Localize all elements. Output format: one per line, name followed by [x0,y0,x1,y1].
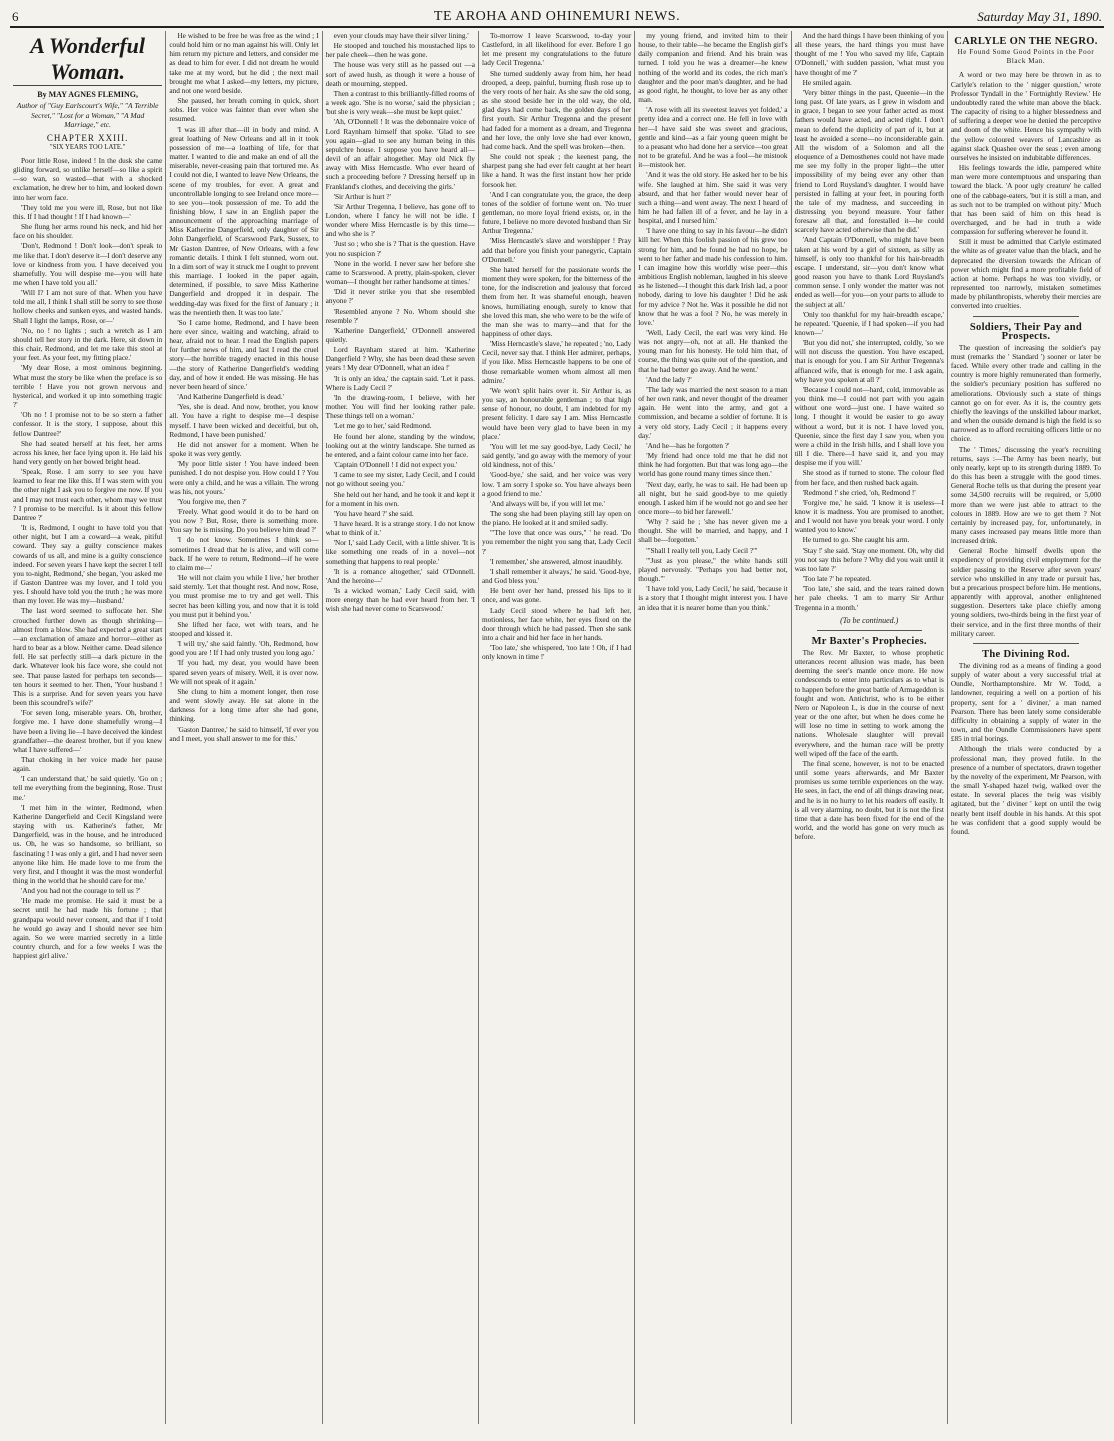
paragraph: 'I can understand that,' he said quietly. 'Go on ; tell me everything from the beginning, Rose. Trust me.' [13,774,163,802]
paragraph: 'Let me go to her,' said Redmond. [333,421,432,431]
paragraph: Still it must be admitted that Carlyle estimated the white as of greater value than the black, and he deprecated the diversion towards the African of power which might find a more profitable field of action at home. Perhaps he was too vividly, or represented too narrowly, mistaken sometimes made by philanthropists, whereby their mercies are converted into cruelties. [950,237,1102,311]
column-5 [635,31,791,1424]
paragraph: 'But you did not,' she interrupted, coldly, 'so we will not discuss the question. You have escaped, that is enough for you. I am Sir Arthur Tregenna's affianced wife, that is enough for me. I ask again, why have you spoken at all ?' [794,338,944,384]
paragraph: 'Ah, O'Donnell ! It was the debonnaire voice of Lord Raynham himself that spoke. 'Glad to see you again—glad to see any human being in this sepulchre house. I suppose you have heard all—devil of an affair altogether. May old Nick fly away with Miss Herncastle. Who ever heard of such a proceeding before ? Dressing herself up in Frankland's clothes, and deceiving the girls.' [325,117,475,191]
paragraph: 'Why ? said he ; 'she has never given me a thought. She will be married, and happy, and I shall be—forgotten.' [638,517,788,545]
paragraph: 'Nor I,' said Lady Cecil, with a little shiver. 'It is like something one reads of in a novel—not something that happens to real people.' [325,538,475,566]
paragraph: 'Yes, she is dead. And now, brother, you know all. You have a right to despise me—I despise myself. I have been wicked and deceitful, but oh, Redmond, I have been punished.' [169,402,319,439]
paragraph: 'Just so ; who she is ? That is the question. Have you no suspicion ?' [325,239,475,258]
prophecies-title: Mr Baxter's Prophecies. [811,635,927,647]
paragraph: 'Next day, early, he was to sail. He had been up all night, but he said good-bye to me quietly enough. I asked him if he would not go and see her once more—to bid her farewell.' [638,479,788,516]
paragraph: 'You have heard ?' she said. [333,508,414,518]
paragraph: 'Will I? I am not sure of that. When you have told me all, I think I shall still be sorry to see those hollow cheeks and sunken eyes, and wasted hands. Shall I light the lamps, Rose, or—' [13,288,163,325]
paragraph: The final scene, however, is not to be enacted until some years afterwards, and Mr Baxter promises us some terrible experiences on the way. He sees, in fact, the end of all things drawing near, and he is in no hurry to let his readers off easily. It is all very alarming, no doubt, but it is not the first time that a date has been fixed for the end of the world, and the world has gone on very much as before. [794,758,944,842]
story-body-continued [326,31,475,614]
paragraph: 'And Katherine Dangerfield is dead.' [177,392,284,402]
paragraph: 'Resembled anyone ? No. Whom should she resemble ?' [325,306,475,325]
paragraph: 'Oh no ! I promise not to be so stern a father confessor. It is the story, I suppose, about this fellow Dantree?' [13,410,163,438]
paragraph: Although the trials were conducted by a professional man, they proved futile. In the presence of a number of spectators, drawn together by the novelty of the experiment, Mr Pearson, with the small Y-shaped hazel twig, walked over the estate. In several places the twig was visibly agitated, but the ' diviner ' kept on until the twig nearly bent itself double in his hands. At this spot he was confident that a good supply would be found. [950,744,1102,836]
paragraph: 'We won't split hairs over it. Sir Arthur is, as you say, an honourable gentleman ; to that high sense of honour, no doubt, I am indebted for my present felicity. I dare say I am. Miss Herncastle would have been very glad to have been in my place.' [481,385,632,441]
paragraph: 'For seven long, miserable years. Oh, brother, forgive me. I have done shamefully wrong—I have been a living lie—I have deceived the kindest grandfather—the dearest brother, but if you knew what I have suffered—' [13,708,163,754]
paragraph: Poor little Rose, indeed ! In the dusk she came gliding forward, so unlike herself—so like a spirit—so wan, so wasted—that with a shocked exclamation, he drew her to him, and looked down into her worn face. [13,155,163,202]
column-2 [166,31,322,1424]
paragraph: 'I remember,' she answered, almost inaudibly. [489,556,623,566]
paragraph: 'And I can congratulate you, the grace, the deep tones of the soldier of fortune went on. 'No truer gentleman, no more loyal friend exists, or, in the future, I believe no more devoted husband than Sir Arthur Tregenna.' [481,189,632,236]
paragraph: 'I do not know. Sometimes I think so—sometimes I dread that he is alive, and will come back. If he were to return, Redmond—if he were to claim me—' [169,535,319,572]
story-body-continued [638,31,787,612]
paragraph: The song she had been playing still lay open on the piano. He looked at it and smiled sadly. [481,508,632,528]
paragraph: 'Gaston Dantree,' he said to himself, 'if ever you and I meet, you shall answer to me for this.' [169,724,319,743]
paragraph: Lord Raynham stared at him. 'Katherine Dangerfield ? Why, she has been dead these seven years ! My dear O'Donnell, what an idea !' [325,345,475,373]
paragraph: 'Too late,' she said, and the tears rained down her pale cheeks. 'I am to marry Sir Arthur Tregenna in a month.' [794,584,944,612]
paragraph: She stood as if turned to stone. The colour fled from her face, and then rushed back again. [794,468,944,487]
paragraph: She clung to him a moment longer, then rose and went slowly away. He sat alone in the darkness for a long time after she had gone, thinking. [169,686,319,724]
paragraph: He did not answer for a moment. When he spoke it was very gently. [169,439,319,459]
paragraph: 'And Captain O'Donnell, who might have been taken at his word by a girl of sixteen, as silly as himself, is only too thankful for his hair-breadth escape. I understand, sir—you don't know what good reason you have to thank Lord Ruysland's common sense. I only wonder the matter was not ended as well—for you—on your parts to allude to the subject at all.' [794,235,944,309]
paragraph: 'I have told you, Lady Cecil,' he said, 'because it is a story that I thought might interest you. I have an idea that it is nearer home than you think.' [638,584,788,612]
chapter-heading: CHAPTER XXIII. [46,132,129,143]
newspaper-page [10,8,1104,1425]
paragraph: 'The lady was married the next season to a man of her own rank, and never thought of the dreamer again. He went into the army, and got a commission, and became a soldier of fortune. It is a very old story, Lady Cecil ; it happens every day.' [638,384,788,440]
paragraph: The question of increasing the soldier's pay must (remarks the ' Standard ') sooner or later be faced. While every other trade and calling in the country is more highly remunerated than formerly, the soldier's pecuniary position has suffered no ameliorations. Obviously such a state of things cannot go on for ever. As it is, the country gets chiefly the leavings of the unskilled labour market, and when the outside demand is high the field is so narrowed as to afford recruiting officers little or no choice. [950,342,1102,444]
chapter-subtitle: "SIX YEARS TOO LATE." [49,143,126,151]
paragraph: 'Forgive me,' he said. 'I know it is useless—I know it is madness. You are promised to another, and I would not have you break your word. I only wanted you to know.' [794,497,944,535]
paragraph: 'I met him in the winter, Redmond, when Katherine Dangerfield and Cecil Kingsland were staying with us. Katherine's father, Mr Dangerfield, was in the house, and he introduced us. Oh, he was so handsome, so brilliant, so fascinating ! I was only a girl, and I had never seen anyone like him. He made love to me from the very first, and I thought it was the most wonderful thing in the world that he should care for me.' [13,802,163,885]
soldiers-body [951,343,1101,638]
story-byline: By MAY AGNES FLEMING, [37,90,139,99]
paragraph: 'They told me you were ill, Rose, but not like this. If I had thought ! If I had known—' [13,202,163,221]
paragraph: He stooped and touched his moustached lips to her pale cheek—then he was gone. [325,41,475,60]
paragraph: 'Too late,' she whispered, 'too late ! Oh, if I had only known in time !' [481,643,632,662]
carlyle-body [951,70,1101,310]
divining-title: The Divining Rod. [982,648,1070,660]
paragraph: 'Sir Arthur Tregenna, I believe, has gone off to London, where I fancy he will not be idle. I wonder where Miss Herncastle is by this time—and who she is ?' [325,201,475,239]
paragraph: That choking in her voice made her pause again. [13,754,163,774]
story-body-continued [169,31,318,743]
paragraph: Lady Cecil stood where he had left her, motionless, her face white, her eyes fixed on the door through which he had passed. Then she sank into a chair and hid her face in her hands. [481,605,632,642]
paragraph: 'My poor little sister ! You have indeed been punished. I do not despise you. How could I ? You were only a child, and he was a villain. The wrong was his, not yours.' [169,459,319,496]
paragraph: 'A rose with all its sweetest leaves yet folded,' a pretty idea and a correct one. He fell in love with her—I have said she was sweet and gracious, gentle and kind—as a fair young queen might be to a peasant who had done her a service—too great not to be grateful. And he was a fool—he mistook it—mistook her. [638,105,788,170]
story-body [13,156,162,960]
paragraph: 'Sir Arthur is hurt ?' [333,191,391,201]
masthead [10,8,1104,28]
paragraph: Then a contrast to this brilliantly-filled rooms of a week ago. 'She is no worse,' said the physician ; 'but she is very weak—she must be kept quiet.' [325,88,475,117]
paragraph: He turned to go. She caught his arm. [802,535,910,545]
newspaper-title: TE AROHA AND OHINEMURI NEWS. [433,9,681,24]
paragraph: A word or two may here be thrown in as to Carlyle's relation to the ' nigger question,' wrote Professor Tyndall in the ' Fortnightly Review.' He undoubtedly rated the white man above the black. The capacity of rising to a higher blessedness and of suffering a deeper woe he denied the perceptive and doom of the white. Hence his sympathy with the yellow coloured weavers of Lancashire as against slack Quashee over the seas ; even among ourselves he insisted on indubitable differences. [950,70,1102,162]
paragraph: even your clouds may have their silver lining.' [333,31,469,40]
paragraph: 'I have heard. It is a strange story. I do not know what to think of it.' [325,518,475,538]
paragraph: He smiled again. [802,77,852,87]
paragraph: 'Stay !' she said. 'Stay one moment. Oh, why did you not say this before ? Why did you wait until it was too late ?' [794,545,944,573]
story-body-continued [482,31,631,661]
paragraph: 'No, no ! no lights ; such a wretch as I am should tell her story in the dark. Here, sit down in this chair, Redmond, and let me take this stool at your feet. As your feet, my fitting place.' [13,325,163,363]
divining-body [951,661,1101,836]
paragraph: She paused, her breath coming in quick, short sobs. Her voice was fainter than ever when she resumed. [169,96,319,124]
paragraph: 'And always will be, if you will let me.' [489,498,605,508]
paragraph: 'It is only an idea,' the captain said. 'Let it pass. Where is Lady Cecil ?' [325,373,475,392]
column-6 [792,31,948,1424]
column-1 [10,31,166,1424]
paragraph: 'Because I could not—hard, cold, immovable as you think me—I could not part with you again without one word—just one. I have waited so long. I thought it would be easier to go away without a word, but it is not. I have loved you, Queenie, since the first day I saw you, when you were a child in the Irish hills, and I shall love you till I die. There—I have said it, and you may despise me if you will.' [794,384,944,468]
column-4 [479,31,635,1424]
paragraph: 'Did it never strike you that she resembled anyone ?' [325,287,475,306]
paragraph: 'Only too thankful for my hair-breadth escape,' he repeated. 'Queenie, if I had spoken—if you had known—' [794,309,944,337]
paragraph: The last word seemed to suffocate her. She crouched further down as though shrinking—almost from a blow. She had expected a great start—an exclamation of amaze and horror—either as hard to bear as a blow. Neither came. Dead silence fell. He sat perfectly still—a dark picture in the dark. Whatever look his face wore, she could not see. That pause lasted for perhaps ten seconds—ten hours it seemed to her. Then, 'Your husband ! This is a surprise. And for seven years you have been this scoundrel's wife?' [13,606,163,708]
paragraph: 'And the lady ?' [646,374,692,384]
paragraph: 'Very bitter things in the past, Queenie—in the long past. Of late years, as I grew in wisdom and in grace, I began to see your father acted as most fathers would have acted, and acted right. I don't mean to defend the duplicity of part of it, but at least he avoided a scene—no inconsiderable gain. All the wisdom of a Solomon and all the eloquence of a Demosthenes could not have made me see my folly in the proper light—the utter impossibility of my being ever any other than friend to Lord Ruysland's daughter. I would have persisted in falling at your feet, in pouring forth the tale of my madness, and succeeding in distressing you beyond measure. Your father foresaw all that, and forestalled it—he could scarcely have acted otherwise than he did.' [794,87,944,235]
paragraph: 'So I came home, Redmond, and I have been here ever since, waiting and watching, afraid to hear, afraid not to hear. I read the English papers for further news of him, and last I read the cruel story—the horrible tragedy enacted in this house—the story of Katherine Dangerfield's wedding day, and of how it ended. He was missing. He has never been heard of since.' [169,317,319,391]
paragraph: '"The love that once was ours," ' he read. 'Do you remember the night you sang that, Lady Cecil ?' [481,528,632,556]
paragraph: He found her alone, standing by the window, looking out at the wintry landscape. She turned as he entered, and a faint colour came into her face. [325,431,475,459]
paragraph: 'I came to see my sister, Lady Cecil, and I could not go without seeing you.' [325,470,475,489]
divider [817,630,922,631]
paragraph: She held out her hand, and he took it and kept it for a moment in his own. [325,489,475,508]
divider [973,316,1079,317]
carlyle-title: CARLYLE ON THE NEGRO. [954,36,1098,47]
columns [10,31,1104,1424]
paragraph: 'Is a wicked woman,' Lady Cecil said, with more energy than he had ever heard from her. 'I wish she had never come to Scarswood.' [325,586,475,614]
paragraph: She had seated herself at his feet, her arms across his knee, her face lying upon it. He laid his hand very gently on her bowed bright head. [13,438,163,466]
paragraph: The divining rod as a means of finding a good supply of water about a very successful trial at Oundle, Northamptonshire. Mr W. Todd, a landowner, requiring a well on a portion of his property, sent for a ' diviner,' a man named Pearson. There has been lately some considerable difficulty in obtaining a supply of water in the town, and the Oundle Commissioners have spent £85 in trial borings. [950,661,1102,744]
paragraph: 'He will not claim you while I live,' her brother said sternly. 'Let that thought rest. And now, Rose, you must promise me to try and get well. This secret has been killing you, and now that it is told you must put it behind you.' [169,573,319,619]
paragraph: 'Well, Lady Cecil, the earl was very kind. He was not angry—oh, not at all. He thanked the young man for his honesty. He told him that, of course, the thing was quite out of the question, and that he had better go away. And he went.' [638,328,788,374]
paragraph: 'You forgive me, then ?' [177,496,247,506]
paragraph: 'In the drawing-room, I believe, with her mother. You will find her looking rather pale. These things tell on a woman.' [325,392,475,421]
paragraph: His feelings towards the idle, pampered white man were more contemptuous and unsparing than toward the black. 'A poor ugly creature' he called one of the cabbage-eaters, 'but it is still a man, and as such not to be trampled on without pity.' Much that has been said of him on this head is overcharged, and he had in truth a wide compassion for suffering wherever he found it. [950,163,1102,237]
story-body-continued [795,31,944,612]
paragraph: 'If you had, my dear, you would have been spared seven years of misery. Well, it is over now. We will not speak of it again.' [169,658,319,686]
divider [973,643,1079,644]
paragraph: She hated herself for the passionate words the moment they were spoken, for the bitterness of the tone, for the indiscretion and jealousy that forced them from her. It was shameful enough, heaven knows, humiliating enough, surely to know that she loved this man, she who were to be the wife of the man she was to marry—and that for the happiness of other days. [481,264,632,338]
paragraph: 'I was ill after that—ill in body and mind. A great loathing of New Orleans and all in it took possession of me—a loathing of life, for that matter. I wanted to die and make an end of all the miserable, never-ceasing pain that tortured me. As I could not die, I wanted to leave New Orleans, the scene of my troubles, for ever. A great and uncontrollable longing to see Ireland once more—to see you—took possession of me. To add the finishing blow, I saw in an English paper the announcement of the approaching marriage of Miss Katherine Dangerfield, only daughter of Sir John Dangerfield, of Scarswood Park, Sussex, to Mr Gaston Dantree, of New Orleans, with a few romantic details. I think I felt stunned, worn out. In a dim sort of way it struck me I ought to prevent this marriage. I looked in the paper again, determined, if possible, to save Miss Katherine Dangerfield and dropped it in despair. The wedding-day was fixed for the first of January ; it was the twentieth then. It was too late.' [169,124,319,317]
paragraph: 'I have one thing to say in his favour—he didn't kill her. When this foolish passion of his grew too strong for him, and he found he had no hope, he went to her father and made his confession to him. I can imagine how this worldly wise peer—this ambitious English nobleman, laughed in his sleeve as he listened—I thought this dark Irish lad, a poor nobody, daring to love his daughter ! Did he ask for my advice ? Not he. Was it possible he did not know that he was a fool ? No, he was merely in love.' [638,226,788,327]
paragraph: She turned suddenly away from him, her head drooped, a deep, painful, burning flush rose up to the very roots of her hair. As she saw the old song, as she stood beside her in the old way, the old, glad days had come back, the golden days of her first youth. Sir Arthur Tregenna and the present had faded for a moment as a dream, and Tregenna and her love, the only love she had ever known, had come back. And the spell was broken—then. [481,68,632,151]
paragraph: 'Captain O'Donnell ! I did not expect you.' [333,460,458,470]
paragraph: 'It is, Redmond, I ought to have told you that other night, but I am a coward—a weak, pitiful coward. They say a guilty conscience makes cowards of us all, and mine is a guilty conscience indeed. For seven years I have kept the secret I tell you to-night, Redmond,' she began, 'you asked me if Gaston Dantree was my lover, and I told you yes. I should have told you the truth ; he was more than my lover. He was my—husband.' [13,523,163,606]
carlyle-subtitle: He Found Some Good Points in the Poor Black Man. [957,48,1095,66]
paragraph: 'He made me promise. He said it must be a secret until he had made his fortune ; that grandpapa would never consent, and that if I told he would go away and I should never see him again. So we were married secretly in a little country church, and for a few weeks I was the happiest girl alive.' [13,896,163,961]
to-be-continued: (To be continued.) [840,615,899,625]
paragraph: 'Freely. What good would it do to be hard on you now ? But, Rose, there is something more. You say he is missing. Do you believe him dead ?' [169,506,319,535]
paragraph: 'Miss Herncastle's slave and worshipper ! Pray add that before you finish your panegyric, Captain O'Donnell.' [481,236,632,264]
paragraph: 'I will try,' she said faintly. 'Oh, Redmond, how good you are ! If I had only trusted you long ago.' [169,639,319,658]
paragraph: He bent over her hand, pressed his lips to it once, and was gone. [481,586,632,605]
paragraph: 'And you had not the courage to tell us ?' [21,886,141,896]
paragraph: 'Redmond !' she cried, 'oh, Redmond !' [802,487,916,497]
paragraph: She lifted her face, wet with tears, and he stooped and kissed it. [169,619,319,638]
paragraph: 'My friend had once told me that he did not think he had forgotten. But that was long ago—the world has gone round many times since then.' [638,451,788,479]
paragraph: The house was very still as he passed out —a sort of awed hush, as though it were a house of death or mourning, stepped. [325,60,475,88]
soldiers-title: Soldiers, Their Pay and Prospects. [969,321,1083,342]
paragraph: The ' Times,' discussing the year's recruiting returns, says :—The Army has been nearly, but only nearly, kept up to its strength during 1889. To do this has been a struggle with the good times. General Roche tells us that during the present year some 34,500 recruits will be required, or 5,000 more than we were just able to attract to the colours in 1889. How are we to get them ? Not certainly by increased pay, for, unfortunately, in many cases increased pay means little more than increased drink. [950,444,1102,546]
paragraph: 'Katherine Dangerfield,' O'Donnell answered quietly. [325,325,475,344]
paragraph: 'Speak, Rose. I am sorry to see you have learned to fear me like this. If I was stern with you the other night I ask you to forgive me now. If you and I may not trust each other, whom may we trust ? I promise to be merciful. Is it about this fellow Dantree ?' [13,467,163,522]
paragraph: General Roche himself dwells upon the expediency of providing civil employment for the soldier passing to the Reserve after seven years' service who unskilled in any trade or pursuit has, but a precarious prospect before him. He mentions, apparently with approval, another enlightened suggestion. Deserters take place chiefly among young soldiers, two-thirds being in the first year of their service, and in the first three months of their military career. [950,546,1102,638]
paragraph: She flung her arms round his neck, and hid her face on his shoulder. [13,222,163,241]
paragraph: '"Shall I really tell you, Lady Cecil ?"' [646,545,758,555]
paragraph: 'My dear Rose, a most ominous beginning. What must the story be like when the preface is so terrible ! Have you not grown nervous and hysterical, and worked it up into something tragic ?' [13,363,163,410]
paragraph: 'Too late ?' he repeated. [802,574,871,584]
paragraph: 'Miss Herncastle's slave,' he repeated ; 'no, Lady Cecil, never say that. I think Her admirer, perhaps, if you like. Miss Herncastle happens to be one of those remarkable women whom almost all men admire.' [481,339,632,385]
author-note: Author of "Guy Earlscourt's Wife," "A Terrible Secret," "Lost for a Woman," "A Mad Marriage," etc. [16,101,159,130]
paragraph: 'And it was the old story. He asked her to be his wife. She laughed at him. She said it was very absurd, and that her father would never hear of such a thing—and went away. The next I heard of him he had fallen ill of a fever, and he lay in a hospital, and I nursed him.' [638,170,788,226]
column-3 [323,31,479,1424]
paragraph: 'None in the world. I never saw her before she came to Scarswood. A pretty, plain-spoken, clever woman—I thought her rather handsome at times.' [325,258,475,287]
paragraph: 'And he—has he forgotten ?' [646,440,730,450]
paragraph: And the hard things I have been thinking of you all these years, the hard things you must have thought of me ! You who saved my life, Captain O'Donnell,' with sudden passion, 'what must you have thought of me ?' [794,31,944,77]
story-title: A Wonderful Woman. [13,33,162,86]
page-number: 6 [12,9,19,24]
paragraph: She could not speak ; the keenest pang, the sharpest pang she had ever felt caught at her heart like a hand. It was the first instant how her pride forsook her. [481,152,632,189]
paragraph: 'Don't, Redmond ! Don't look—don't speak to me like that. I don't deserve it—I don't deserve any love or kindness from you. I have deceived you shamefully. You will despise me—you will hate me when I have told you all.' [13,241,163,287]
paragraph: 'You will let me say good-bye, Lady Cecil,' he said gently, 'and go away with the memory of your old kindness, not of this.' [481,441,632,470]
paragraph: 'Good-bye,' she said, and her voice was very low. 'I am sorry I spoke so. You have always been a good friend to me.' [481,470,632,498]
paragraph: 'It is a romance altogether,' said O'Donnell. 'And the heroine—' [325,566,475,585]
issue-date: Saturday May 31, 1890. [977,9,1102,24]
paragraph: He wished to be free he was free as the wind ; I could hold him or no man against his will. Only let him return my picture and letters, and consider me as dead to him for ever. I did not dream he would take me at my word, but he did ; the next mail brought me what I asked—my letters, my picture, and not one word beside. [169,31,319,95]
paragraph: To-morrow I leave Scarswood, to-day your Castleford, in all likelihood for ever. Before I go let me present my congratulations to the future lady Cecil Tregenna.' [481,31,632,68]
paragraph: '"Just as you please," the white hands still played nervously. "Perhaps you had better not, though."' [638,555,788,584]
paragraph: 'I shall remember it always,' he said. 'Good-bye, and God bless you.' [481,566,632,586]
paragraph: my young friend, and invited him to their house, to their table—he became the English girl's daily companion and friend. And his brain was turned. I told you he was a dreamer—he knew nothing of the world and its codes, the rich man's daughter and the poor man's daughter, and he had as good right, he thought, to love her as any other man. [638,31,788,105]
column-7 [948,31,1104,1424]
prophecies-body [795,648,944,841]
paragraph: The Rev. Mr Baxter, to whose prophetic utterances recent allusion was made, has been deeming the seer's mantle once more. He now condescends to enter into particulars as to what is to happen before the great battle of Armageddon is fought and won. Antichrist, who is to be either Nero or Napoleon I., is due in the course of next year or the one after, but when he does come he will lose no time in setting to work among the nations. Wholesale slaughter will prevail everywhere, and the human race will be pretty well wiped off the face of the earth. [794,648,944,758]
